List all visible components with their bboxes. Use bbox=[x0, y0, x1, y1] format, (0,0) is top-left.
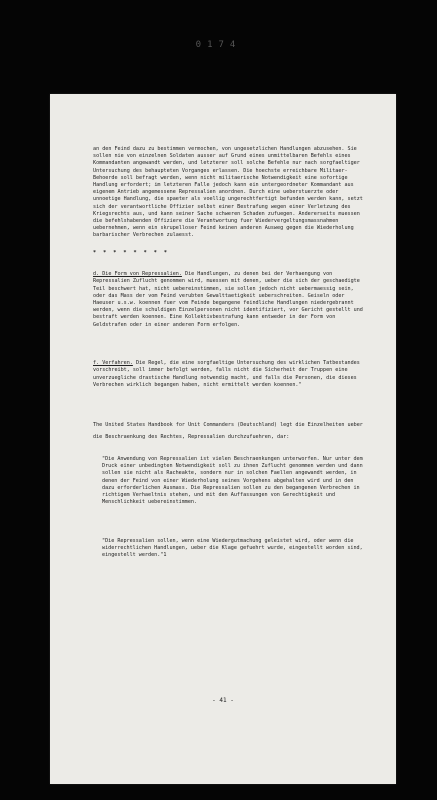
quotation-1: "Die Anwendung von Repressalien ist vielen Beschraenkungen unterworfen. Nur unter dem Druck einer unbedingten Notwendigkeit soll zu ihnen Zuflucht genommen werden und dann sollen sie nicht als Racheakte, sondern nur in solchen Faellen angewandt werden, in denen der Feind von einer Wiederholung seines Vorgehens abgehalten wird und in den dazu erforderlichen Ausmass. Die Repressalien sollen zu den begangenen Verbrechen in richtigem Verhaeltnis stehen, und mit den Auffassungen von Gerechtigkeit und Menschlichkeit uebereinstimmen. bbox=[102, 456, 363, 506]
paragraph-body: Die Handlungen, zu denen bei der Verhaengung von Repressalien Zuflucht genommen wird, muessen mit denen, ueber die sich der geschaedigte Teil beschwert hat, nicht uebereinstimmen, sie sollen jedoch nicht uebermaessig sein, oder das Mass der vom Feind verubten Gewalttaetigkeit ueberschreiten. Geiseln oder Haeuser u.s.w. koennen fuer vom Feinde begangene feindliche Handlungen niedergebrannt werden, wenn die schuldigen Einzelpersonen nicht identifiziert, vor Gericht gestellt und bestraft werden koennen. Eine Kollektivbestrafung kann entweder in der Form von Geldstrafen oder in einer anderen Form erfolgen. bbox=[93, 271, 363, 328]
paragraph-procedure bbox=[93, 353, 363, 389]
page-number: - 41 - bbox=[212, 697, 234, 704]
paragraph-1: an den Feind dazu zu bestimmen vermochen, von ungesetzlichen Handlungen abzusehen. Sie sollen nie von einzelnen Soldaten ausser auf Grund eines unmittelbaren Befehls eines Kommandanten angewandt werden, und letzterer soll solche Befehle nur nach sorgfaeltiger Untersuchung des behaupteten Vorganges erlassen. Die hoechste erreichbare Militaer-Behoerde soll befragt werden, wenn nicht militaerische Notwendigkeit eine sofortige Handlung erfordert; im letzteren Falle jedoch kann ein untergeordneter Kommandant aus eigenem Antrieb angemessene Repressalien anordnen. Durch eine ueberstuerzte oder unnoetige Handlung, die spaeter als voellig ungerechtfertigt befunden werden kann, setzt sich der verantwortliche Offizier selbst einer Bestrafung wegen einer Verletzung des Kriegsrechts aus, und kann seiner Sache schweren Schaden zufuegen. Andererseits muessen die befehlshabenden Offiziere die Verantwortung fuer Wiedervergeltungsmassnahmen uebernehmen, wenn ein skrupelloser Feind keinen anderen Ausweg gegen die Wiederholung barbarischer Verbrechen zulaesst. bbox=[93, 146, 363, 239]
frame-number: 0174 bbox=[195, 40, 242, 50]
paragraph-handbook-intro: The United States Handbook for Unit Commanders (Deutschland) legt die Einzelheiten ueber die Beschraenkung des Rechtes, Repressalien durchzufuehren, dar: bbox=[93, 422, 363, 440]
paragraph-body: Die Regel, die eine sorgfaeltige Untersuchung des wirklichen Tatbestandes vorschreibt, soll immer befolgt werden, falls nicht die Sicherheit der Truppen eine unverzuegliche drastische Handlung notwendig macht, und falls die Personen, die dieses Verbrechen wirklich begangen haben, nicht ermittelt werden koennen." bbox=[93, 360, 360, 388]
section-separator: * * * * * * * * bbox=[93, 250, 170, 256]
paragraph-heading: f. Verfahren. bbox=[93, 360, 133, 367]
quotation-2: "Die Repressalien sollen, wenn eine Wiedergutmachung geleistet wird, oder wenn die widerrechtlichen Handlungen, ueber die Klage gefuehrt wurde, eingestellt worden sind, eingestellt werden."1 bbox=[102, 538, 363, 559]
document-page bbox=[50, 94, 396, 784]
paragraph-form-of-reprisals bbox=[93, 264, 363, 329]
paragraph-heading: d. Die Form von Repressalien. bbox=[93, 271, 182, 278]
